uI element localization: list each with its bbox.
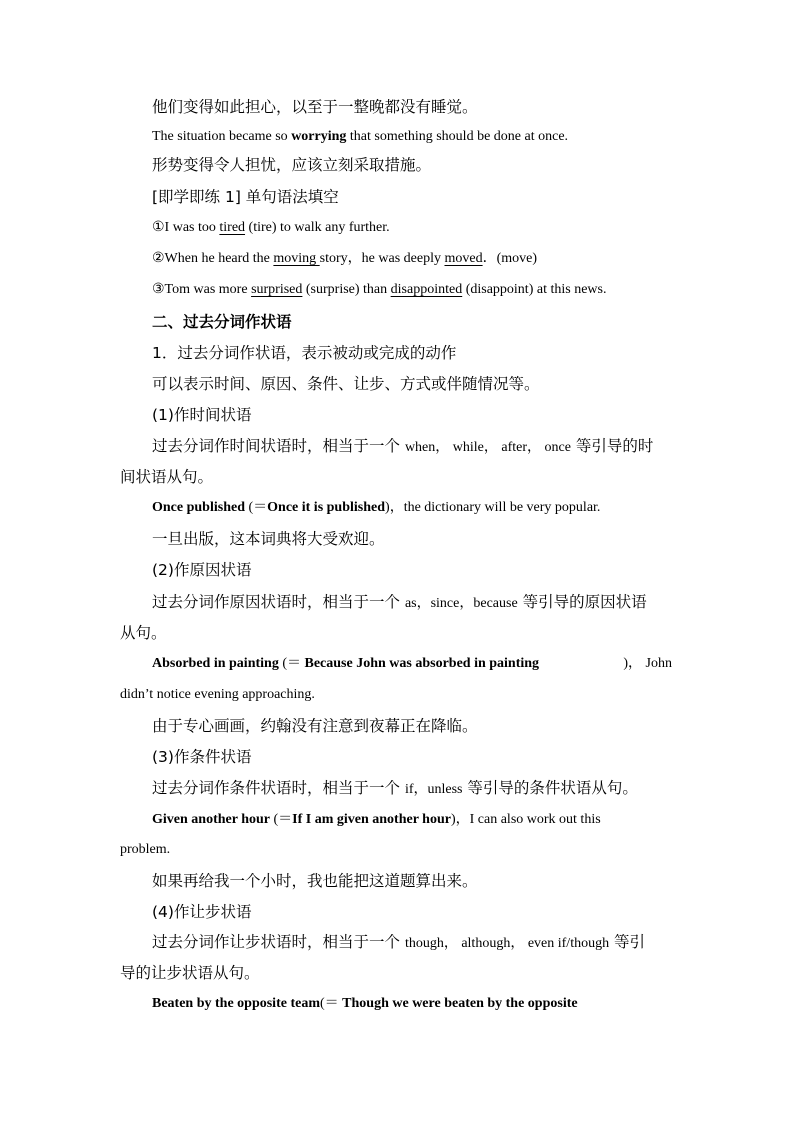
text-line: 过去分词作条件状语时，相当于一个 if，unless 等引导的条件状语从句。 [152,779,638,797]
exercise-heading: [即学即练 1] 单句语法填空 [152,188,339,206]
example-sentence: Beaten by the opposite team(＝ Though we were beaten by the opposite [152,996,578,1011]
answer-blank: moving [273,251,320,266]
answer-blank: disappointed [390,282,463,297]
text-line: 可以表示时间、原因、条件、让步、方式或伴随情况等。 [152,375,540,393]
item-heading: (4)作让步状语 [152,903,252,921]
answer-blank: moved [444,251,483,266]
item-heading: (2)作原因状语 [152,561,252,579]
text-line: 从句。 [120,624,167,642]
text-line: 间状语从句。 [120,468,214,486]
item-heading: (1)作时间状语 [152,406,252,424]
example-sentence: The situation became so worrying that something should be done at once. [152,129,569,144]
example-sentence-cont: problem. [120,842,171,857]
exercise-item-3: ③Tom was more surprised (surprise) than disappointed (disappoint) at this news. [152,282,607,297]
text-line: 过去分词作原因状语时，相当于一个 as，since，because 等引导的原因状语 [152,593,647,611]
text-line: 他们变得如此担心，以至于一整晚都没有睡觉。 [152,98,478,116]
text-line: 导的让步状语从句。 [120,964,260,982]
translation-line: 形势变得令人担忧，应该立刻采取措施。 [152,156,432,174]
exercise-item-2: ②When he heard the moving story，he was deeply moved．(move) [152,251,538,266]
example-sentence: Absorbed in painting (＝ Because John was absorbed in painting )， John [152,656,672,671]
subsection-heading: 1．过去分词作状语，表示被动或完成的动作 [152,344,457,362]
translation-line: 由于专心画画，约翰没有注意到夜幕正在降临。 [152,717,478,735]
example-sentence: Given another hour (＝If I am given another hour)，I can also work out this [152,812,601,827]
answer-blank: tired [219,220,246,235]
item-heading: (3)作条件状语 [152,748,252,766]
example-sentence-cont: didn’t notice evening approaching. [120,687,315,702]
text-line: 过去分词作让步状语时，相当于一个 though， although， even if/though 等引 [152,933,646,951]
example-sentence: Once published (＝Once it is published)，the dictionary will be very popular. [152,500,601,515]
section-heading: 二、过去分词作状语 [152,313,292,331]
answer-blank: surprised [251,282,303,297]
translation-line: 如果再给我一个小时，我也能把这道题算出来。 [152,872,478,890]
translation-line: 一旦出版，这本词典将大受欢迎。 [152,530,385,548]
exercise-item-1: ①I was too tired (tire) to walk any further. [152,220,390,235]
text-line: 过去分词作时间状语时，相当于一个 when， while， after， once 等引导的时 [152,437,654,455]
